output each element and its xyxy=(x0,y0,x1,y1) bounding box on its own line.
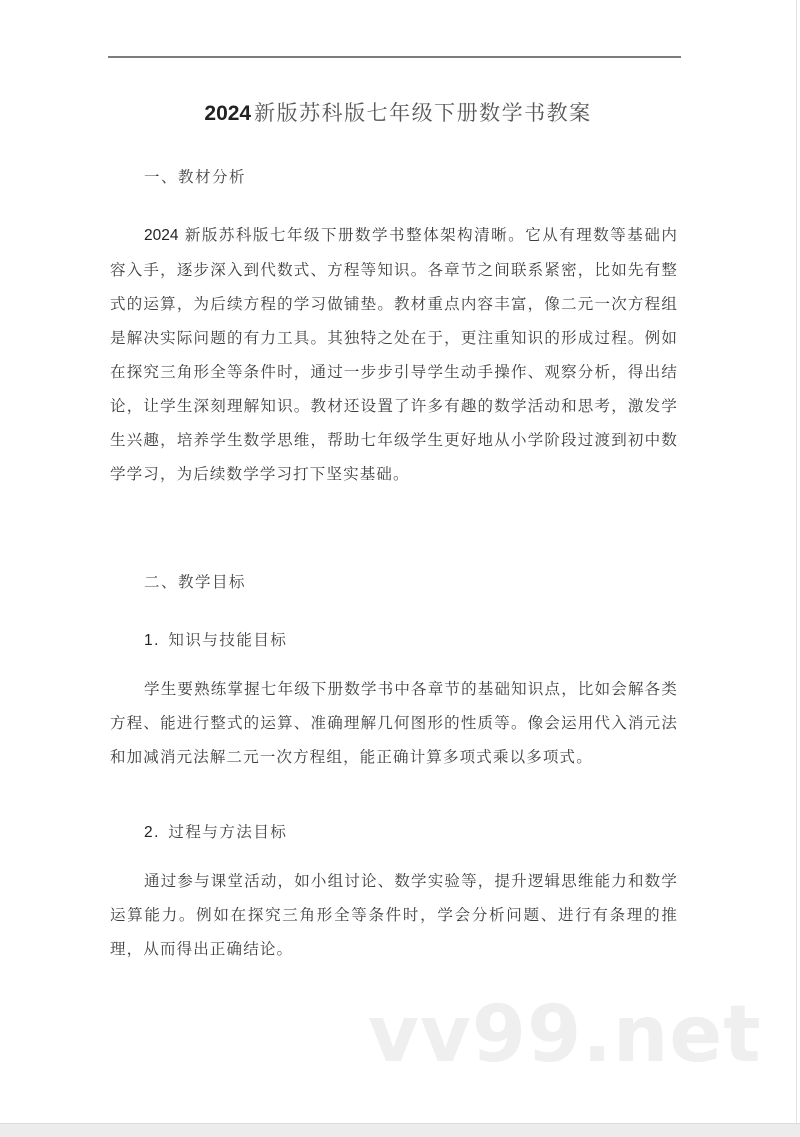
section-heading-teaching-goals: 二、教学目标 xyxy=(144,573,247,591)
watermark: vv99.net xyxy=(368,990,762,1080)
subsection-number: 2. xyxy=(144,824,160,841)
section-heading-textbook-analysis: 一、教材分析 xyxy=(144,168,247,186)
paragraph-text: 新版苏科版七年级下册数学书整体架构清晰。它从有理数等基础内容入手，逐步深入到代数式、方程等知识。各章节之间联系紧密，比如先有整式的运算，为后续方程的学习做铺垫。教材重点内容丰富，像二元一次方程组是解决实际问题的有力工具。其独特之处在于，更注重知识的形成过程。例如在探究三角形全等条件时，通过一步步引导学生动手操作、观察分析，得出结论，让学生深刻理解知识。教材还设置了许多有趣的数学活动和思考，激发学生兴趣，培养学生数学思维，帮助七年级学生更好地从小学阶段过渡到初中数学学习，为后续数学学习打下坚实基础。 xyxy=(110,226,678,483)
paragraph-knowledge-skills: 学生要熟练掌握七年级下册数学书中各章节的基础知识点，比如会解各类方程、能进行整式的运算、准确理解几何图形的性质等。像会运用代入消元法和加减消元法解二元一次方程组，能正确计算多项式乘以多项式。 xyxy=(110,680,678,766)
subsection-number: 1. xyxy=(144,632,160,649)
subsection-heading-knowledge-skills xyxy=(144,628,287,653)
subsection-title: 过程与方法目标 xyxy=(168,823,288,841)
page-bottom-edge xyxy=(0,1123,800,1137)
document-title xyxy=(0,98,796,129)
paragraph-lead-year: 2024 xyxy=(144,227,179,244)
title-text: 新版苏科版七年级下册数学书教案 xyxy=(254,101,592,125)
title-year: 2024 xyxy=(204,102,252,125)
paragraph-textbook-analysis xyxy=(110,218,678,491)
subsection-heading-process-methods xyxy=(144,820,287,845)
paragraph-process-methods: 通过参与课堂活动，如小组讨论、数学实验等，提升逻辑思维能力和数学运算能力。例如在探究三角形全等条件时，学会分析问题、进行有条理的推理，从而得出正确结论。 xyxy=(110,872,678,958)
header-rule xyxy=(108,56,681,58)
subsection-title: 知识与技能目标 xyxy=(168,631,288,649)
